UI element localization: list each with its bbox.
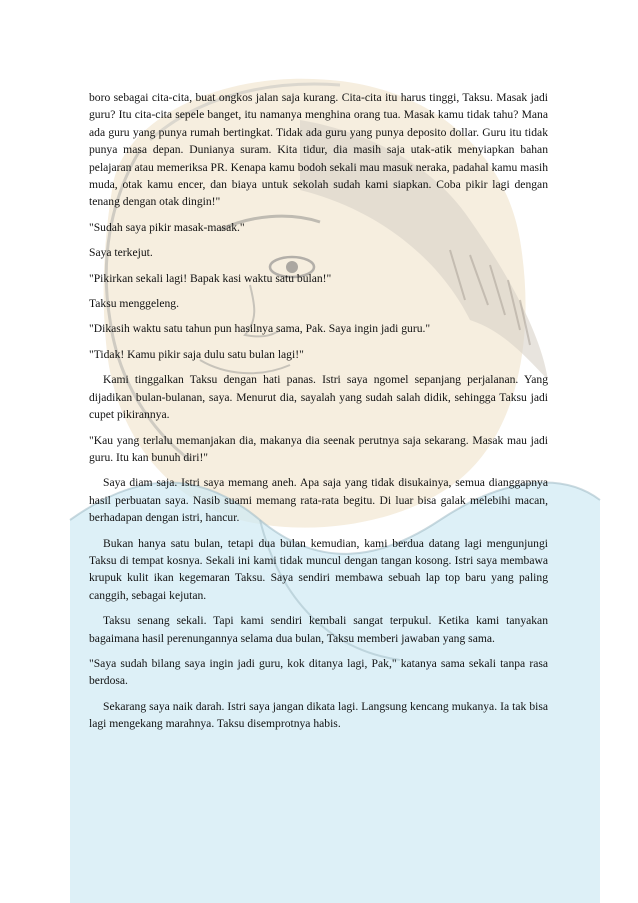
paragraph: "Kau yang terlalu memanjakan dia, makanya dia seenak perutnya saja sekarang. Masak mau jadi guru. Itu kan bunuh diri!" <box>89 433 548 464</box>
paragraph: "Pikirkan sekali lagi! Bapak kasi waktu satu bulan!" <box>89 271 332 285</box>
paragraph: "Tidak! Kamu pikir saja dulu satu bulan lagi!" <box>89 347 304 361</box>
document-body <box>89 89 548 741</box>
paragraph: Taksu menggeleng. <box>89 297 179 311</box>
paragraph: Sekarang saya naik darah. Istri saya jangan dikata lagi. Langsung kencang mukanya. Ia tak bisa lagi mengekang marahnya. Taksu disemprotnya habis. <box>89 699 548 731</box>
paragraph: Saya terkejut. <box>89 246 153 260</box>
paragraph: "Saya sudah bilang saya ingin jadi guru, kok ditanya lagi, Pak," katanya sama sekali tanpa rasa berdosa. <box>89 656 548 688</box>
paragraph: Taksu senang sekali. Tapi kami sendiri kembali sangat terpukul. Ketika kami tanyakan bagaimana hasil perenungannya selama dua bulan, Taksu memberi jawaban yang sama. <box>89 614 548 645</box>
paragraph: Saya diam saja. Istri saya memang aneh. Apa saja yang tidak disukainya, semua dianggapnya hasil perbuatan saya. Nasib suami memang rata-rata begitu. Di luar bisa galak melebihi macan, berhadapan dengan istri, hancur. <box>89 476 548 525</box>
paragraph: boro sebagai cita-cita, buat ongkos jalan saja kurang. Cita-cita itu harus tinggi, Taksu. Masak jadi guru? Itu cita-cita sepele banget, itu namanya menghina orang tua. Masak kamu tidak tahu? Mana ada guru yang punya rumah bertingkat. Tidak ada guru yang punya deposito dollar. Guru itu tidak punya masa depan. Dunianya suram. Kita tidur, dia masih saja utak-atik menyiapkan bahan pelajaran atau memeriksa PR. Kenapa kamu bodoh sekali mau masuk neraka, padahal kamu masih muda, otak kamu encer, dan biaya untuk sekolah sudah kami siapkan. Coba pikir lagi dengan tenang dengan otak dingin!" <box>89 91 548 209</box>
paragraph: Kami tinggalkan Taksu dengan hati panas. Istri saya ngomel sepanjang perjalanan. Yang dijadikan bulan-bulanan, saya. Menurut dia, sayalah yang sudah salah didik, sehingga Taksu jadi cupet pikirannya. <box>89 373 548 422</box>
paragraph: Bukan hanya satu bulan, tetapi dua bulan kemudian, kami berdua datang lagi mengunjungi Taksu di tempat kosnya. Sekali ini kami tidak muncul dengan tangan kosong. Istri saya membawa krupuk kulit ikan kegemaran Taksu. Saya sendiri membawa sebuah lap top baru yang paling canggih, sebagai kejutan. <box>89 536 548 602</box>
paragraph: "Dikasih waktu satu tahun pun hasilnya sama, Pak. Saya ingin jadi guru." <box>89 322 431 336</box>
paragraph: "Sudah saya pikir masak-masak." <box>89 220 245 234</box>
